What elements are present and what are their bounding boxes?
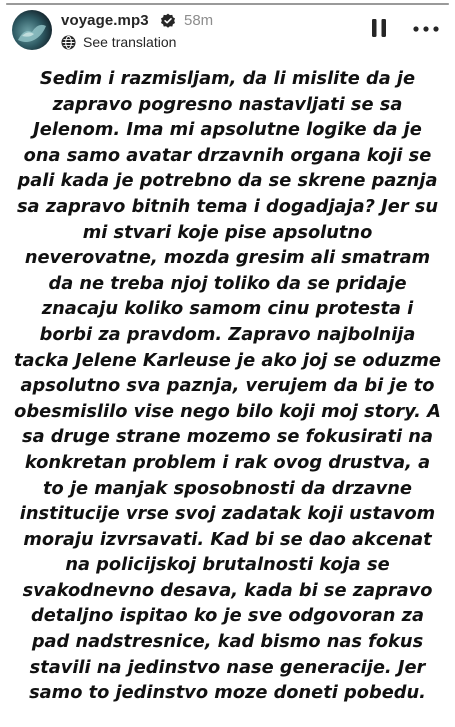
story-timestamp: 58m [184, 12, 214, 29]
avatar-image [12, 10, 52, 50]
story-progress-fill [6, 3, 449, 5]
avatar[interactable] [12, 10, 52, 50]
story-text: Sedim i razmisljam, da li mislite da je zapravo pogresno nastavljati se sa Jelenom. Ima mi apsolutne logike da je ona samo avatar drzavnih organa koji se pali kada je potrebno da se skrene paznja sa zapravo bitnih tema i dogadjaja? Jer su mi stvari koje pise apsolutno neverovatne, mozda gresim ali smatram da ne treba njoj toliko da se pridaje znacaju koliko samom cinu protesta i borbi za pravdom. Zapravo najbolnija tacka Jelene Karleuse je ako joj se oduzme apsolutno sva paznja, verujem da bi je to obesmislilo vise nego bilo koji moj story. A sa druge strane mozemo se fokusirati na konkretan problem i rak ovog drustva, a to je manjak sposobnosti da drzavne institucije vrse svoj zadatak koji ustavom moraju izvrsavati. Kad bi se dao akcenat na policijskoj brutalnosti koja se svakodnevno desava, kada bi se zapravo detaljno ispitao ko je sve odgovoran za pad nadstresnice, kad bismo nas fokus stavili na jedinstvo nase generacije. Jer samo to jedinstvo moze doneti pobedu. [14, 68, 441, 704]
username[interactable]: voyage.mp3 [61, 12, 149, 29]
story-header [12, 8, 445, 58]
story-progress-bar [6, 3, 449, 5]
pause-icon[interactable] [371, 18, 387, 38]
globe-icon [61, 35, 76, 50]
verified-badge-icon [160, 13, 176, 29]
see-translation-label: See translation [83, 34, 177, 50]
more-options-icon[interactable] [413, 26, 439, 32]
